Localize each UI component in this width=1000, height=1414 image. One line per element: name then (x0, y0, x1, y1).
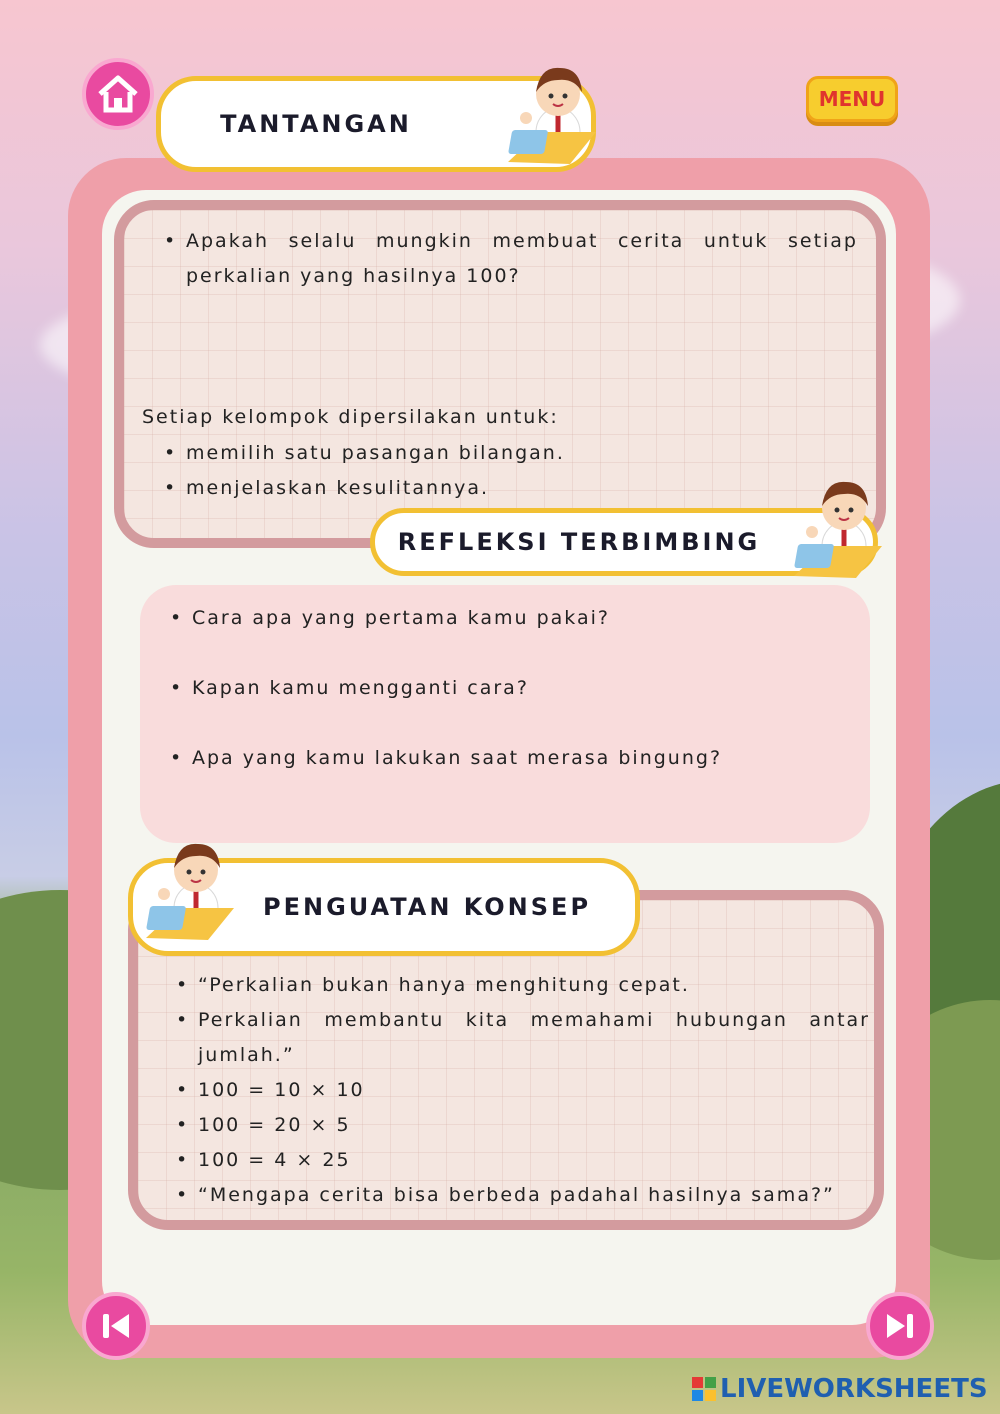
list-item: • 100 = 10 × 10 (176, 1073, 870, 1108)
penguatan-items (176, 968, 870, 1213)
tantangan-title: TANTANGAN (220, 110, 412, 138)
next-page-button[interactable] (866, 1292, 934, 1360)
student-laptop-icon (786, 466, 886, 584)
penguatan-title: PENGUATAN KONSEP (263, 893, 592, 921)
list-item: • Apakah selalu mungkin membuat cerita untuk setiap perkalian yang hasilnya 100? (164, 224, 858, 294)
tantangan-items (164, 436, 844, 506)
skip-next-icon (883, 1311, 917, 1341)
tantangan-intro: Setiap kelompok dipersilakan untuk: (142, 406, 559, 428)
list-item: • 100 = 20 × 5 (176, 1108, 870, 1143)
list-item: • menjelaskan kesulitannya. (164, 471, 844, 506)
list-item: • Cara apa yang pertama kamu pakai? (170, 601, 850, 636)
tantangan-question-list (164, 224, 858, 294)
student-laptop-icon (138, 828, 238, 946)
liveworksheets-logo-icon (692, 1377, 716, 1401)
menu-label: MENU (818, 87, 886, 111)
liveworksheets-brand: LIVEWORKSHEETS (720, 1374, 988, 1404)
list-item: • Perkalian membantu kita memahami hubungan antar jumlah.” (176, 1003, 870, 1073)
list-item: • Apa yang kamu lakukan saat merasa bingung? (170, 741, 850, 776)
home-button[interactable] (82, 58, 154, 130)
home-icon (96, 74, 140, 114)
list-item: • 100 = 4 × 25 (176, 1143, 870, 1178)
refleksi-title: REFLEKSI TERBIMBING (397, 528, 761, 556)
list-item: • “Perkalian bukan hanya menghitung cepat. (176, 968, 870, 1003)
skip-previous-icon (99, 1311, 133, 1341)
liveworksheets-logo (692, 1374, 988, 1404)
menu-button[interactable] (806, 76, 898, 122)
student-laptop-icon (500, 52, 600, 170)
refleksi-items (170, 601, 850, 776)
list-item: • memilih satu pasangan bilangan. (164, 436, 844, 471)
list-item: • Kapan kamu mengganti cara? (170, 671, 850, 706)
list-item: • “Mengapa cerita bisa berbeda padahal hasilnya sama?” (176, 1178, 870, 1213)
previous-page-button[interactable] (82, 1292, 150, 1360)
